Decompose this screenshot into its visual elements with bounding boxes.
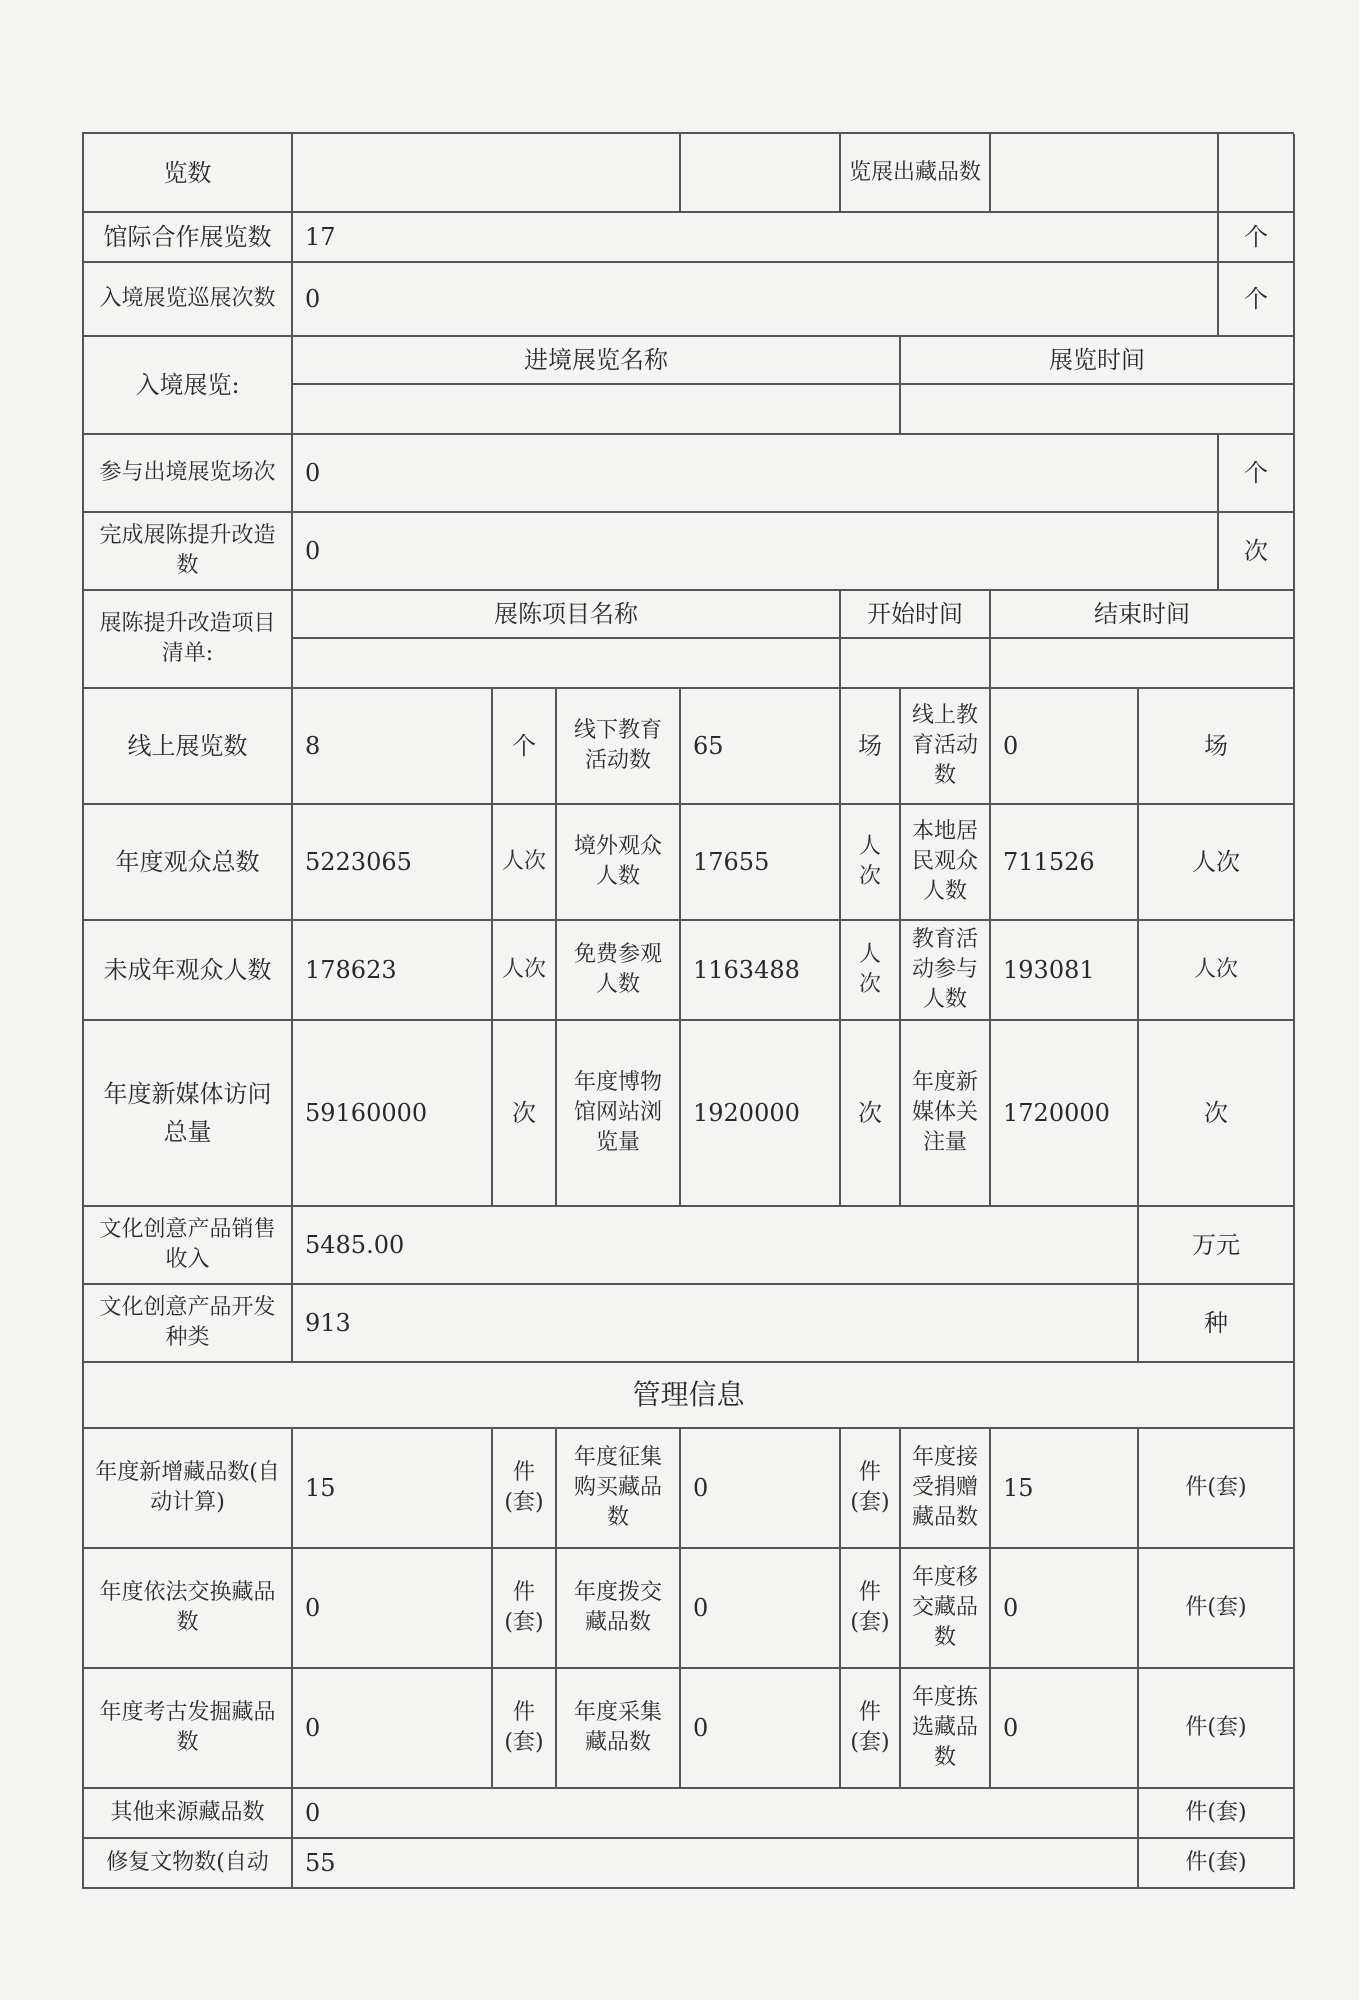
- exchange-label: 年度依法交换藏品数: [84, 1548, 292, 1668]
- upgrade-col-name: 展陈项目名称: [292, 590, 840, 638]
- upgrade-name-cell: [292, 638, 840, 688]
- row-acq: [84, 1428, 1294, 1548]
- foreign-label: 境外观众人数: [556, 804, 680, 920]
- row-top-value: [292, 134, 680, 212]
- inbound-list-label: 入境展览:: [84, 336, 292, 434]
- local-value: 711526: [990, 804, 1138, 920]
- section-title: 管理信息: [84, 1362, 1294, 1428]
- minors-label: 未成年观众人数: [84, 920, 292, 1020]
- upgrade-list-label: 展陈提升改造项目清单:: [84, 590, 292, 688]
- inbound-tour-value: 0: [292, 262, 1218, 336]
- row-top-label: 览数: [84, 134, 292, 212]
- acq-unit: 件(套): [492, 1428, 556, 1548]
- archaeo-label: 年度考古发掘藏品数: [84, 1668, 292, 1788]
- cc-sales-unit: 万元: [1138, 1206, 1294, 1284]
- free-unit: 人次: [840, 920, 900, 1020]
- row-restore: [84, 1838, 1294, 1888]
- restore-unit: 件(套): [1138, 1838, 1294, 1888]
- select-value: 0: [990, 1668, 1138, 1788]
- upgrade-unit: 次: [1218, 512, 1294, 590]
- cc-types-unit: 种: [1138, 1284, 1294, 1362]
- free-label: 免费参观人数: [556, 920, 680, 1020]
- local-label: 本地居民观众人数: [900, 804, 990, 920]
- cc-types-label: 文化创意产品开发种类: [84, 1284, 292, 1362]
- report-table: [84, 134, 1295, 1889]
- outbound-unit: 个: [1218, 434, 1294, 512]
- purchase-unit: 件(套): [840, 1428, 900, 1548]
- select-unit: 件(套): [1138, 1668, 1294, 1788]
- transfer-value: 0: [990, 1548, 1138, 1668]
- inbound-tour-unit: 个: [1218, 262, 1294, 336]
- row-top-sub-value: [990, 134, 1218, 212]
- inbound-col-name: 进境展览名称: [292, 336, 900, 384]
- other-src-unit: 件(套): [1138, 1788, 1294, 1838]
- exchange-value: 0: [292, 1548, 492, 1668]
- upgrade-end-cell: [990, 638, 1294, 688]
- collect-value: 0: [680, 1668, 840, 1788]
- foreign-value: 17655: [680, 804, 840, 920]
- allot-unit: 件(套): [840, 1548, 900, 1668]
- donation-unit: 件(套): [1138, 1428, 1294, 1548]
- purchase-label: 年度征集购买藏品数: [556, 1428, 680, 1548]
- online-edu-label: 线上教育活动数: [900, 688, 990, 804]
- row-outbound: [84, 434, 1294, 512]
- row-inbound-list-header: [84, 336, 1294, 384]
- offline-label: 线下教育活动数: [556, 688, 680, 804]
- interlib-unit: 个: [1218, 212, 1294, 262]
- collect-label: 年度采集藏品数: [556, 1668, 680, 1788]
- free-value: 1163488: [680, 920, 840, 1020]
- edu-label: 教育活动参与人数: [900, 920, 990, 1020]
- online-value: 8: [292, 688, 492, 804]
- visitors-label: 年度观众总数: [84, 804, 292, 920]
- inbound-tour-label: 入境展览巡展次数: [84, 262, 292, 336]
- row-online: [84, 688, 1294, 804]
- inbound-col-time: 展览时间: [900, 336, 1294, 384]
- purchase-value: 0: [680, 1428, 840, 1548]
- row-visitors: [84, 804, 1294, 920]
- web-label: 年度博物馆网站浏览量: [556, 1020, 680, 1206]
- edu-unit: 人次: [1138, 920, 1294, 1020]
- minors-unit: 人次: [492, 920, 556, 1020]
- upgrade-col-start: 开始时间: [840, 590, 990, 638]
- foreign-unit: 人次: [840, 804, 900, 920]
- row-upgrade: [84, 512, 1294, 590]
- visitors-value: 5223065: [292, 804, 492, 920]
- row-top-sub-label: 览展出藏品数: [840, 134, 990, 212]
- row-cc-sales: [84, 1206, 1294, 1284]
- online-edu-unit: 场: [1138, 688, 1294, 804]
- row-inbound-tour: [84, 262, 1294, 336]
- row-top-sub-unit: [1218, 134, 1294, 212]
- archaeo-unit: 件(套): [492, 1668, 556, 1788]
- other-src-value: 0: [292, 1788, 1138, 1838]
- exchange-unit: 件(套): [492, 1548, 556, 1668]
- allot-label: 年度拨交藏品数: [556, 1548, 680, 1668]
- transfer-label: 年度移交藏品数: [900, 1548, 990, 1668]
- media-value: 59160000: [292, 1020, 492, 1206]
- allot-value: 0: [680, 1548, 840, 1668]
- row-interlib: [84, 212, 1294, 262]
- inbound-time-cell: [900, 384, 1294, 434]
- cc-sales-label: 文化创意产品销售收入: [84, 1206, 292, 1284]
- online-edu-value: 0: [990, 688, 1138, 804]
- follow-label: 年度新媒体关注量: [900, 1020, 990, 1206]
- collect-unit: 件(套): [840, 1668, 900, 1788]
- cc-sales-value: 5485.00: [292, 1206, 1138, 1284]
- edu-value: 193081: [990, 920, 1138, 1020]
- row-cc-types: [84, 1284, 1294, 1362]
- inbound-name-cell: [292, 384, 900, 434]
- restore-label: 修复文物数(自动: [84, 1838, 292, 1888]
- row-media: [84, 1020, 1294, 1206]
- follow-unit: 次: [1138, 1020, 1294, 1206]
- upgrade-start-cell: [840, 638, 990, 688]
- row-archaeo: [84, 1668, 1294, 1788]
- acq-label: 年度新增藏品数(自动计算): [84, 1428, 292, 1548]
- follow-value: 1720000: [990, 1020, 1138, 1206]
- local-unit: 人次: [1138, 804, 1294, 920]
- select-label: 年度拣选藏品数: [900, 1668, 990, 1788]
- upgrade-value: 0: [292, 512, 1218, 590]
- media-unit: 次: [492, 1020, 556, 1206]
- row-other-src: [84, 1788, 1294, 1838]
- visitors-unit: 人次: [492, 804, 556, 920]
- upgrade-label: 完成展陈提升改造数: [84, 512, 292, 590]
- outbound-value: 0: [292, 434, 1218, 512]
- minors-value: 178623: [292, 920, 492, 1020]
- restore-value: 55: [292, 1838, 1138, 1888]
- row-minors: [84, 920, 1294, 1020]
- report-table-frame: [82, 132, 1294, 1889]
- row-exhibit-count: [84, 134, 1294, 212]
- donation-label: 年度接受捐赠藏品数: [900, 1428, 990, 1548]
- offline-unit: 场: [840, 688, 900, 804]
- upgrade-col-end: 结束时间: [990, 590, 1294, 638]
- transfer-unit: 件(套): [1138, 1548, 1294, 1668]
- outbound-label: 参与出境展览场次: [84, 434, 292, 512]
- other-src-label: 其他来源藏品数: [84, 1788, 292, 1838]
- offline-value: 65: [680, 688, 840, 804]
- acq-value: 15: [292, 1428, 492, 1548]
- cc-types-value: 913: [292, 1284, 1138, 1362]
- row-upgrade-list-header: [84, 590, 1294, 638]
- online-unit: 个: [492, 688, 556, 804]
- archaeo-value: 0: [292, 1668, 492, 1788]
- media-label: 年度新媒体访问总量: [84, 1020, 292, 1206]
- web-unit: 次: [840, 1020, 900, 1206]
- donation-value: 15: [990, 1428, 1138, 1548]
- interlib-label: 馆际合作展览数: [84, 212, 292, 262]
- row-top-blank: [680, 134, 840, 212]
- online-label: 线上展览数: [84, 688, 292, 804]
- row-section-header: [84, 1362, 1294, 1428]
- row-exchange: [84, 1548, 1294, 1668]
- web-value: 1920000: [680, 1020, 840, 1206]
- interlib-value: 17: [292, 212, 1218, 262]
